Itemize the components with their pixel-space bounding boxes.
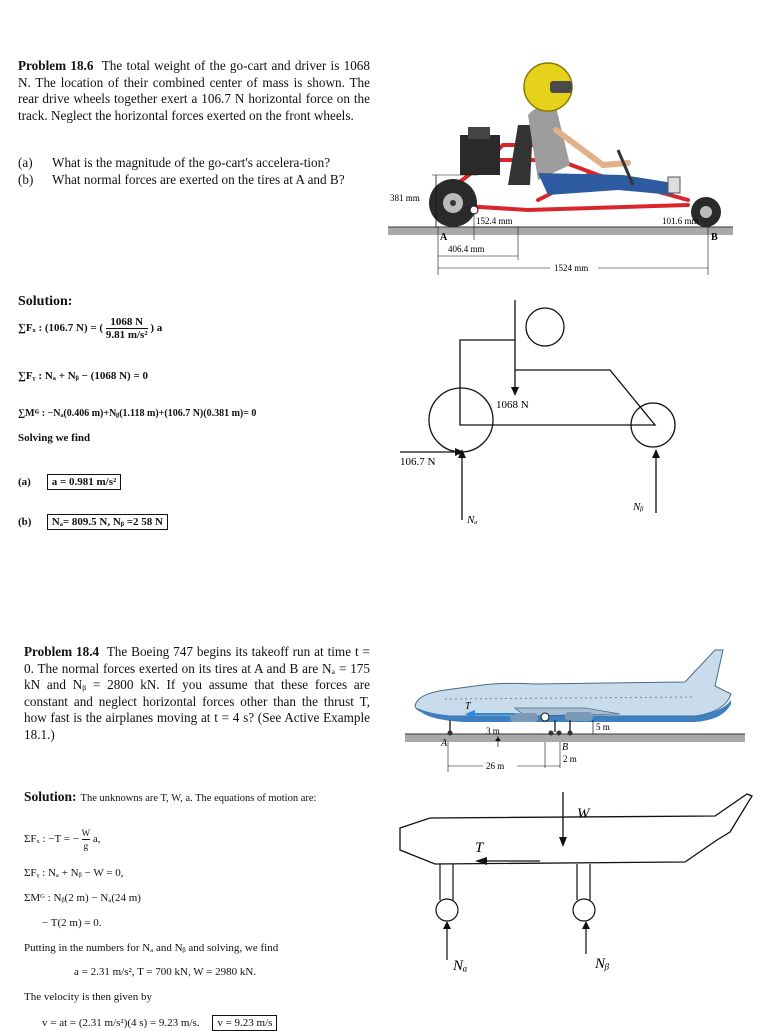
p2-eq-sum-fy: ΣFᵧ : Nₐ + Nᵦ − W = 0,: [24, 867, 124, 879]
driver-torso: [528, 106, 570, 180]
p1-eq1-num: 1068 N: [106, 316, 148, 329]
p2-eq-sum-fx: [24, 827, 101, 852]
question-b: [18, 172, 370, 189]
p1-answer-b-box: Nₐ= 809.5 N, Nᵦ =2 58 N: [47, 514, 168, 530]
problem-18-4-statement: [24, 644, 370, 744]
question-a-text: What is the magnitude of the go-cart's accelera-tion?: [52, 155, 331, 170]
boeing-747-fbd: [395, 792, 755, 982]
plane-label-t: T: [465, 701, 471, 712]
fbd-w-label: W: [577, 806, 590, 822]
driver-legs: [538, 173, 673, 195]
plane-dim-2m: 2 m: [563, 754, 577, 764]
question-a-label: (a): [18, 155, 33, 170]
engine: [460, 135, 500, 175]
p2-results: a = 2.31 m/s², T = 700 kN, W = 2980 kN.: [74, 966, 257, 978]
p1-eq1-den: 9.81 m/s²: [105, 329, 148, 341]
plane-dim-5m: 5 m: [596, 722, 610, 732]
p2-eq-sum-mg-cont: − T(2 m) = 0.: [42, 917, 102, 929]
problem-18-6-statement: [18, 58, 370, 124]
p2-eq-sum-mg: ΣMᴳ : Nᵦ(2 m) − Nₐ(24 m): [24, 892, 141, 904]
plane-dim-3m: 3 m: [486, 726, 500, 736]
fbd-t-label: T: [475, 840, 484, 856]
fbd-na-label: Nₐ: [467, 514, 478, 526]
p1-answer-a-box: a = 0.981 m/s²: [47, 474, 122, 490]
question-a: [18, 155, 370, 172]
p2-velocity-expression: v = at = (2.31 m/s²)(4 s) = 9.23 m/s.: [42, 1017, 200, 1029]
problem-18-6-heading: Problem 18.6: [18, 58, 94, 73]
p1-solving: Solving we find: [18, 432, 91, 444]
go-cart-fbd: [395, 295, 695, 535]
label-a: A: [440, 232, 448, 243]
p1-answer-b-label: (b): [18, 516, 32, 528]
question-b-label: (b): [18, 171, 34, 187]
label-b: B: [711, 232, 718, 243]
plane-dim-26m: 26 m: [486, 761, 505, 771]
problem-18-4-text: The Boeing 747 begins its takeoff run at time t = 0. The normal forces exerted on its tires at A and B are Nₐ = 175 kN and Nᵦ = 2800 kN. If you assume that these forces are constant and neglect horizontal forces other than the thrust T, how fast is the airplanes moving at t = 4 s? (See Active Example 18.1.): [24, 644, 370, 742]
p2-velocity-intro: The velocity is then given by: [24, 991, 152, 1003]
runway: [405, 734, 745, 742]
seat: [508, 125, 533, 185]
p1-eq-sum-fx: [18, 316, 162, 341]
fbd-body: [460, 340, 655, 425]
fuselage: [415, 650, 731, 716]
fbd-nb-label-747: Nᵦ: [595, 956, 610, 972]
solution-18-4-header: [24, 790, 372, 806]
dim-1524: 1524 mm: [554, 263, 589, 273]
plane-label-b: B: [562, 742, 569, 753]
fbd-weight-label: 1068 N: [496, 399, 529, 411]
p1-answer-a: [18, 474, 121, 490]
solution-18-6-title: Solution:: [18, 294, 73, 309]
p2-velocity-eq: [42, 1015, 277, 1031]
p1-eq1-left: ∑Fₓ : (106.7 N) = (: [18, 322, 104, 335]
p2-eq1-right: a,: [92, 833, 101, 846]
fbd-force-label: 106.7 N: [400, 456, 436, 468]
p2-eq1-left: ΣFₓ : −T = −: [24, 833, 79, 846]
go-cart-figure: [388, 55, 733, 280]
question-b-text: What normal forces are exerted on the tires at A and B?: [52, 171, 345, 187]
problem-18-6-text: The total weight of the go-cart and driver is 1068 N. The location of their combined center of mass is shown. The rear drive wheels together exert a 106.7 N horizontal force on the track. Neglect the horizontal forces exerted on the front wheels.: [18, 58, 370, 123]
fbd-fuselage: [400, 794, 752, 864]
p1-eq-sum-mg: ∑Mᴳ : −Nₐ(0.406 m)+Nᵦ(1.118 m)+(106.7 N)(0.381 m)= 0: [18, 408, 257, 419]
p1-answer-b: [18, 514, 168, 530]
plane-label-a: A: [441, 738, 448, 749]
dim-152: 152.4 mm: [476, 216, 513, 226]
p2-velocity-answer: v = 9.23 m/s: [212, 1015, 277, 1031]
problem-18-6-questions: [18, 155, 370, 188]
p1-answer-a-label: (a): [18, 476, 31, 488]
p1-eq-sum-fy: ∑Fᵧ : Nₐ + Nᵦ − (1068 N) = 0: [18, 370, 148, 382]
solution-18-4-intro: The unknowns are T, W, a. The equations of motion are:: [80, 793, 317, 804]
p1-eq1-right: ) a: [150, 322, 163, 335]
dim-381: 381 mm: [390, 193, 420, 203]
boeing-747-figure: [405, 642, 745, 777]
solution-18-4-title: Solution:: [24, 789, 77, 804]
p2-eq1-num: W: [81, 828, 91, 838]
p2-eq1-fraction: [82, 827, 91, 852]
fbd-na-label-747: Nₐ: [453, 958, 468, 974]
p2-putting: Putting in the numbers for Nₐ and Nᵦ and solving, we find: [24, 942, 279, 954]
dim-406: 406.4 mm: [448, 244, 485, 254]
p1-eq1-fraction: [106, 316, 148, 341]
p2-eq1-den: g: [83, 841, 89, 851]
fbd-nb-label: Nᵦ: [633, 501, 644, 513]
dim-101: 101.6 mm: [662, 216, 699, 226]
problem-18-4-heading: Problem 18.4: [24, 644, 100, 659]
